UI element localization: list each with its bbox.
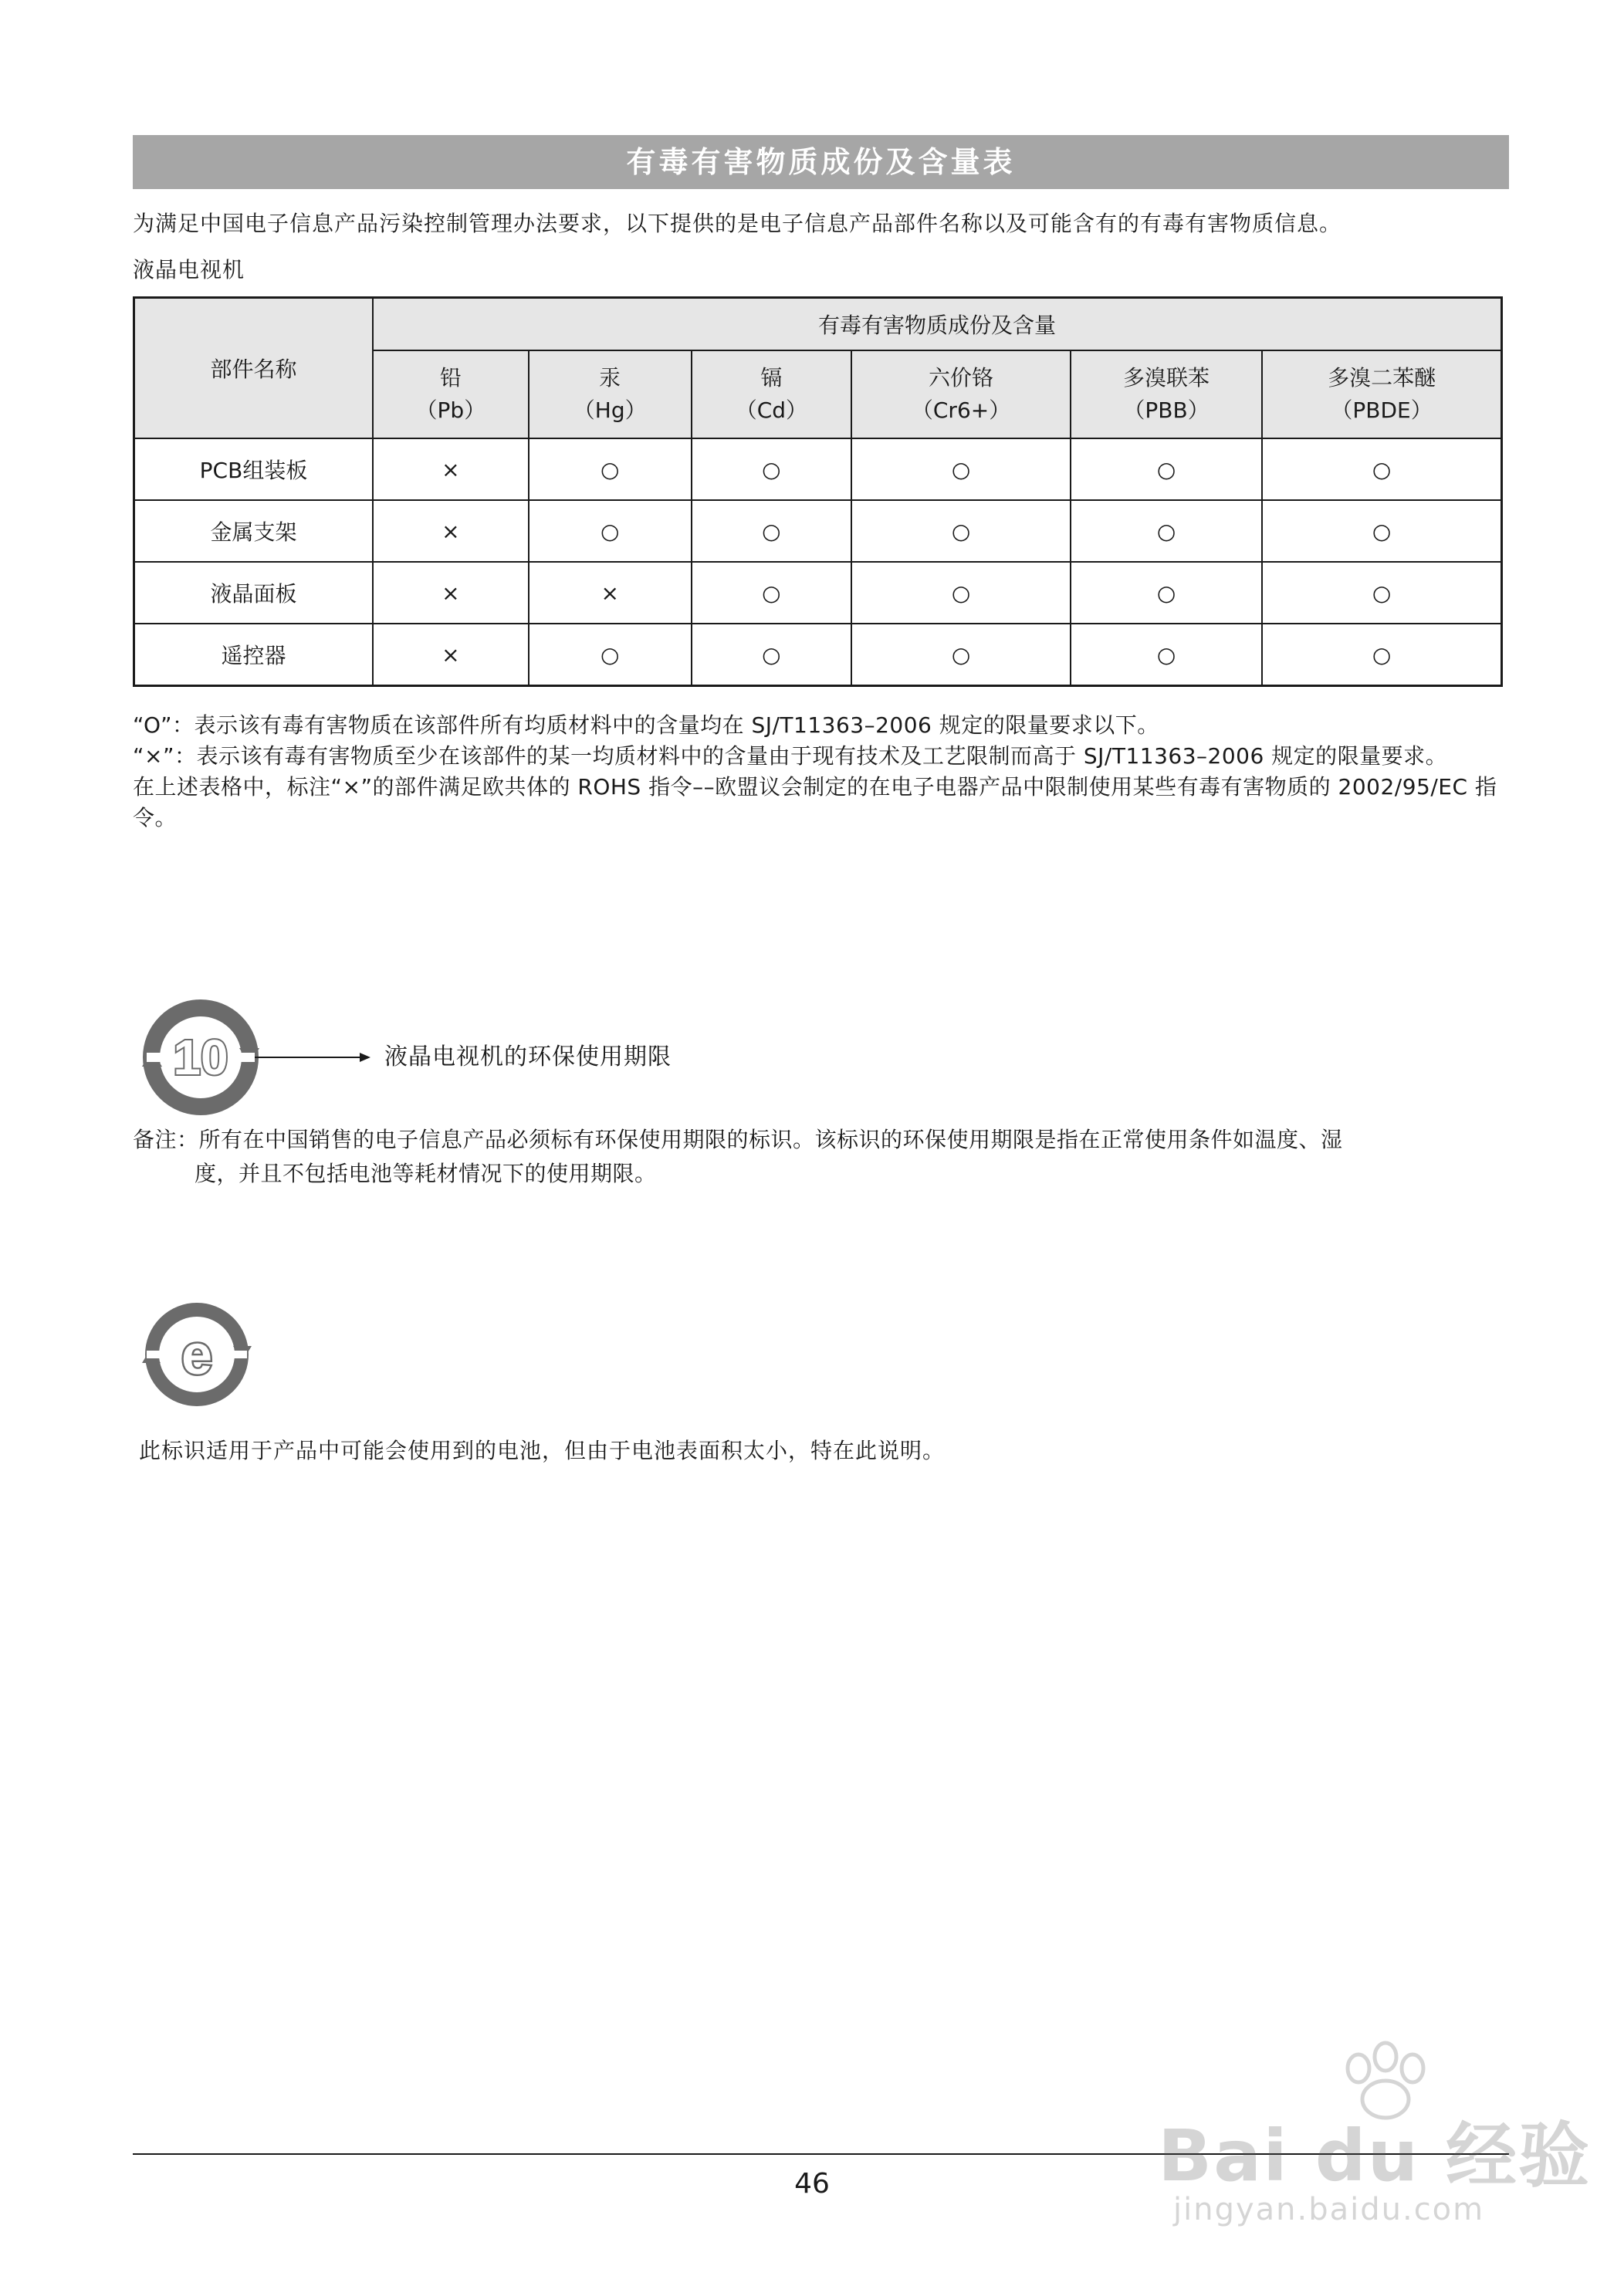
remark-line-2: 度，并且不包括电池等耗材情况下的使用期限。 [195,1161,657,1186]
value-cell: ○ [851,562,1071,624]
note-rohs: 在上述表格中，标注“×”的部件满足欧共体的 ROHS 指令––欧盟议会制定的在电子电器产品中限制使用某些有毒有害物质的 2002/95/EC 指令。 [133,774,1497,830]
page-title: 有毒有害物质成份及含量表 [133,135,1509,189]
value-cell: × [373,562,529,624]
logo10-label: 液晶电视机的环保使用期限 [384,1043,672,1070]
part-name-cell: 遥控器 [134,624,374,686]
value-cell: × [373,438,529,500]
part-name-cell: PCB组装板 [134,438,374,500]
value-cell: ○ [1071,438,1262,500]
recycle-10-icon [139,996,262,1119]
substance-symbol: （PBB） [1123,397,1210,423]
value-cell: ○ [1262,624,1501,686]
value-cell: ○ [692,500,852,562]
value-cell: ○ [1262,562,1501,624]
substance-name: 多溴联苯 [1123,365,1210,391]
substance-header [373,350,529,438]
substance-symbol: （Cd） [735,397,808,423]
hazardous-substance-table [133,296,1503,687]
substance-symbol: （Hg） [573,397,647,423]
value-cell: ○ [1071,500,1262,562]
watermark-brand: Bai du 经验 [1158,2115,1592,2197]
substance-symbol: （Pb） [415,397,486,423]
value-cell: × [373,500,529,562]
page-number: 46 [794,2168,830,2200]
value-cell: × [373,624,529,686]
baidu-watermark [1158,2038,1592,2238]
logo10-number: 10 [173,1030,228,1085]
table-notes [133,710,1514,834]
substance-name: 汞 [599,365,621,391]
table-row [134,438,1502,500]
watermark-url: jingyan.baidu.com [1173,2192,1485,2227]
intro-text: 为满足中国电子信息产品污染控制管理办法要求，以下提供的是电子信息产品部件名称以及可能含有的有毒有害物质信息。 [133,211,1342,236]
value-cell: ○ [851,500,1071,562]
value-cell: ○ [692,624,852,686]
value-cell: ○ [529,500,692,562]
substance-name: 镉 [760,365,783,391]
substance-name: 多溴二苯醚 [1328,365,1436,391]
substance-name: 铅 [439,365,462,391]
value-cell: ○ [851,624,1071,686]
substance-name: 六价铬 [929,365,994,391]
value-cell: ○ [529,438,692,500]
value-cell: ○ [1071,562,1262,624]
part-name-header: 部件名称 [134,298,374,439]
logo-e-letter: e [181,1324,213,1386]
value-cell: ○ [692,562,852,624]
table-row [134,624,1502,686]
substance-symbol: （Cr6+） [911,397,1011,423]
value-cell: × [529,562,692,624]
value-cell: ○ [692,438,852,500]
table-row [134,562,1502,624]
substance-header [692,350,852,438]
substance-group-header: 有毒有害物质成份及含量 [373,298,1502,351]
part-name-cell: 液晶面板 [134,562,374,624]
value-cell: ○ [1262,500,1501,562]
recycle-e-icon [139,1297,255,1412]
note-cross: “×”：表示该有毒有害物质至少在该部件的某一均质材料中的含量由于现有技术及工艺限制而高于 SJ/T11363–2006 规定的限量要求。 [133,743,1448,769]
substance-header [851,350,1071,438]
product-name: 液晶电视机 [133,257,245,282]
value-cell: ○ [851,438,1071,500]
arrow-right-icon [255,1051,370,1064]
note-circle: “O”：表示该有毒有害物质在该部件所有均质材料中的含量均在 SJ/T11363–2006 规定的限量要求以下。 [133,712,1159,738]
remark [133,1123,1522,1191]
battery-note: 此标识适用于产品中可能会使用到的电池，但由于电池表面积太小，特在此说明。 [139,1438,946,1463]
table-row [134,500,1502,562]
substance-header [1262,350,1501,438]
substance-header [529,350,692,438]
part-name-cell: 金属支架 [134,500,374,562]
value-cell: ○ [1262,438,1501,500]
substance-header [1071,350,1262,438]
remark-line-1: 备注：所有在中国销售的电子信息产品必须标有环保使用期限的标识。该标识的环保使用期限是指在正常使用条件如温度、湿 [133,1127,1343,1152]
value-cell: ○ [1071,624,1262,686]
value-cell: ○ [529,624,692,686]
substance-symbol: （PBDE） [1331,397,1433,423]
